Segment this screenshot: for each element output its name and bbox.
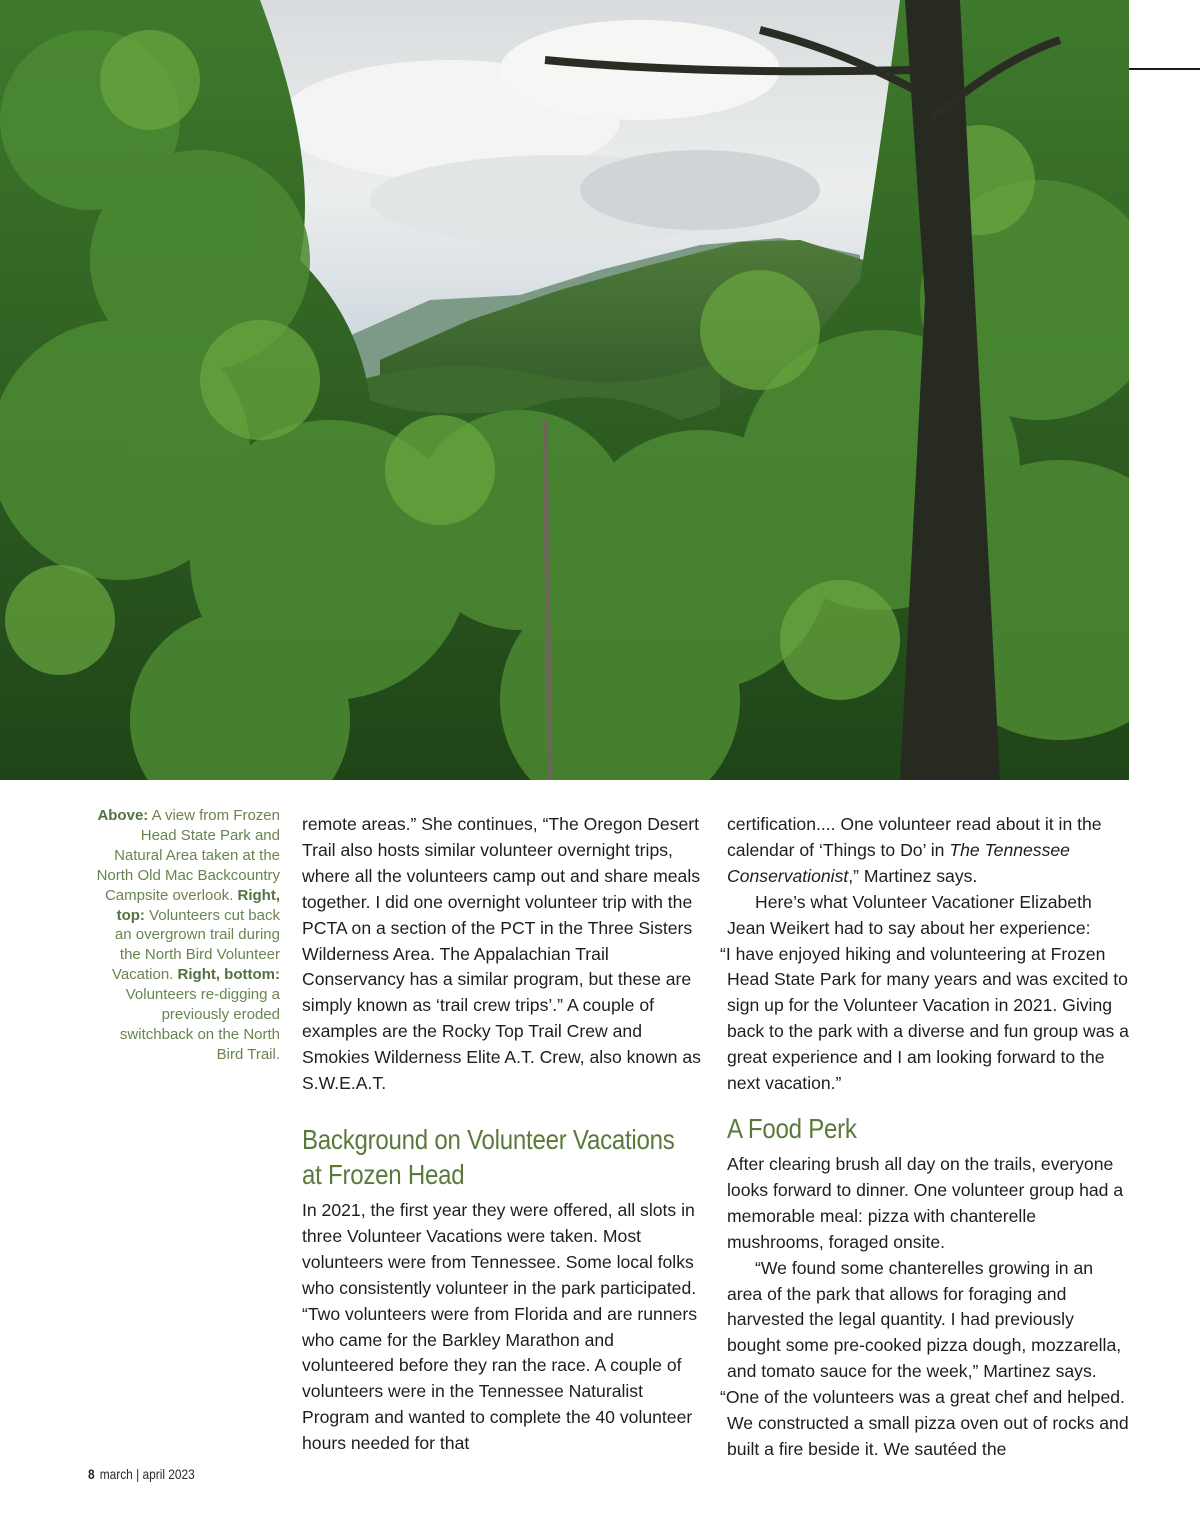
caption-right-top-label: Right, top: [116, 886, 280, 924]
caption-right-top-text: Volunteers cut back an overgrown trail during the North Bird Volunteer Vacation. [111, 906, 280, 984]
section-heading-background [302, 1122, 675, 1192]
section-heading-food-perk: A Food Perk [727, 1112, 857, 1144]
hero-photo-forest-mountain-view [0, 0, 1129, 780]
issue-date: march | april 2023 [99, 1466, 195, 1482]
quote-paragraph: “One of the volunteers was a great chef and helped. We constructed a small pizza oven out of rocks and built a fire beside it. We sautéed the [720, 1387, 1129, 1459]
page-number: 8 [88, 1466, 95, 1482]
heading-line: at Frozen Head [302, 1158, 465, 1190]
paragraph: In 2021, the first year they were offered, all slots in three Volunteer Vacations were taken. Most volunteers were from Tennessee. Some local folks who consistently volunteer in the park participated. “Two volunteers were from Florida and are runners who came for the Barkley Marathon and volunteered before they ran the race. A couple of volunteers were in the Tennessee Naturalist Program and wanted to complete the 40 volunteer hours needed for that [302, 1199, 698, 1454]
caption-above-text: A view from Frozen Head State Park and Natural Area taken at the North Old Mac Backcountry Campsite overlook. [96, 807, 280, 904]
photo-caption [96, 806, 280, 1065]
paragraph: After clearing brush all day on the trails, everyone looks forward to dinner. One volunteer group had a memorable meal: pizza with chanterelle mushrooms, foraged onsite. [727, 1153, 1124, 1252]
paragraph-text: ,” Martinez says. [848, 865, 978, 886]
page-footer [88, 1466, 195, 1482]
paragraph: “We found some chanterelles growing in an area of the park that allows for foraging and harvested the legal quantity. I had previously bought some pre-cooked pizza dough, mozzarella, and tomato sauce for the week,” Martinez says. [727, 1257, 1122, 1382]
paragraph: Here’s what Volunteer Vacationer Elizabeth Jean Weikert had to say about her experience: [727, 891, 1092, 938]
paragraph-text: certification.... One volunteer read about it in the calendar of ‘Things to Do’ in [727, 814, 1102, 860]
article-column-1 [302, 812, 707, 1457]
caption-above-label: Above: [97, 807, 149, 824]
article-column-2 [720, 812, 1129, 1463]
heading-line: Background on Volunteer Vacations [302, 1123, 675, 1155]
quote-paragraph: “I have enjoyed hiking and volunteering at Frozen Head State Park for many years and was excited to sign up for the Volunteer Vacation in 2021. Giving back to the park with a diverse and fun group was a great experience and I am looking forward to the next vacation.” [720, 943, 1129, 1094]
caption-right-bottom-text: Volunteers re-digging a previously eroded switchback on the North Bird Trail. [119, 986, 280, 1063]
paragraph [727, 812, 1129, 890]
paragraph: remote areas.” She continues, “The Oregon Desert Trail also hosts similar volunteer overnight trips, where all the volunteers camp out and share meals together. I did one overnight volunteer trip with the PCTA on a section of the PCT in the Three Sisters Wilderness Area. The Appalachian Trail Conservancy has a similar program, but these are simply known as ‘trail crew trips’.” A couple of examples are the Rocky Top Trail Crew and Smokies Wilderness Elite A.T. Crew, also known as S.W.E.A.T. [302, 814, 701, 1094]
publication-title: The Tennessee Conservationist [727, 839, 1070, 886]
page-edge-rule [1129, 68, 1200, 70]
caption-right-bottom-label: Right, bottom: [177, 966, 280, 984]
